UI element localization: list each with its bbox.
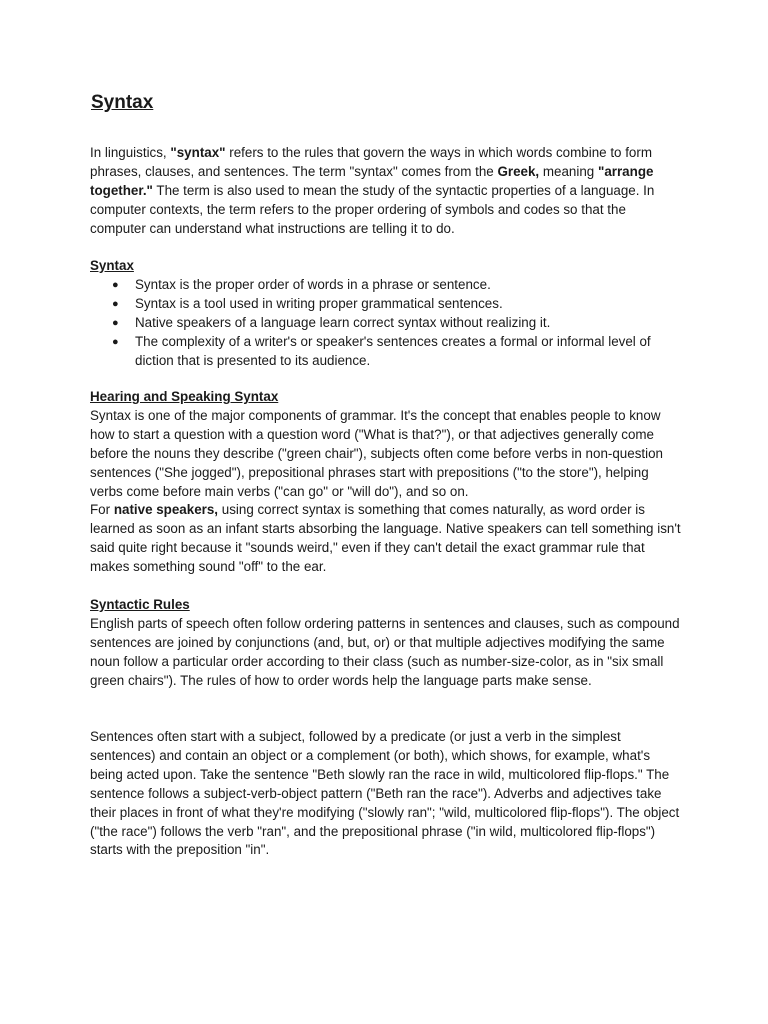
- list-item-text: The complexity of a writer's or speaker's sentences creates a formal or informal level of diction that is presented to its audience.: [135, 333, 651, 368]
- hearing-section: [90, 388, 682, 577]
- intro-paragraph: [90, 144, 682, 239]
- intro-text-1: In linguistics,: [90, 145, 171, 160]
- hearing-paragraph-2-prefix: For: [90, 502, 114, 518]
- syntax-section: [90, 257, 682, 370]
- bullet-icon: ●: [112, 297, 119, 310]
- list-item: [90, 333, 682, 371]
- list-item: [90, 295, 682, 314]
- page-title: Syntax: [91, 92, 154, 113]
- intro-bold-syntax: "syntax": [170, 145, 226, 160]
- list-item-text: Syntax is the proper order of words in a phrase or sentence.: [135, 276, 491, 292]
- rules-paragraph-2: Sentences often start with a subject, followed by a predicate (or just a verb in the simplest sentences) and contain an object or a complement (or both), which shows, for example, what's being acted upon. Take the sentence "Beth slowly ran the race in wild, multicolored flip-flops." The sentence follows a subject-verb-object pattern ("Beth ran the race"). Adverbs and adjectives take their places in front of what they're modifying ("slowly ran"; "wild, multicolored flip-flops"). The object ("the race") follows the verb "ran", and the prepositional phrase ("in wild, multicolored flip-flops") starts with the preposition "in".: [90, 729, 680, 858]
- syntax-bullet-list: [90, 276, 682, 371]
- intro-text-3: meaning: [539, 163, 598, 179]
- rules-section: [90, 596, 682, 691]
- section-heading-rules: Syntactic Rules: [90, 597, 190, 612]
- bullet-icon: ●: [112, 335, 119, 348]
- section-heading-syntax: Syntax: [90, 258, 134, 273]
- intro-text-4: The term is also used to mean the study of the syntactic properties of a language. In computer contexts, the term refers to the proper ordering of symbols and codes so that the computer can understand what instructions are telling it to do.: [90, 182, 655, 236]
- bullet-icon: ●: [112, 278, 119, 291]
- list-item-text: Native speakers of a language learn correct syntax without realizing it.: [135, 314, 551, 330]
- list-item-text: Syntax is a tool used in writing proper grammatical sentences.: [135, 295, 503, 311]
- hearing-bold-native: native speakers,: [113, 502, 219, 518]
- intro-bold-arrange: "arrange together.": [90, 163, 654, 198]
- hearing-paragraph-2-rest: using correct syntax is something that comes naturally, as word order is learned as soon as an infant starts absorbing the language. Native speakers can tell something isn't said quite right because it "sounds weird," even if they can't detail the exact grammar rule that makes something sound "off" to the ear.: [90, 502, 681, 575]
- section-heading-hearing: Hearing and Speaking Syntax: [90, 389, 279, 404]
- hearing-paragraph-1: Syntax is one of the major components of grammar. It's the concept that enables people to know how to start a question with a question word ("What is that?"), or that adjectives generally come before the nouns they describe ("green chair"), subjects often come before verbs in non-question sentences ("She jogged"), prepositional phrases start with prepositions ("to the store"), helping verbs come before main verbs ("can go" or "will do"), and so on.: [90, 407, 663, 499]
- list-item: [90, 314, 682, 333]
- bullet-icon: ●: [112, 316, 119, 329]
- list-item: [90, 276, 682, 295]
- intro-text-2: refers to the rules that govern the ways in which words combine to form phrases, clauses, and sentences. The term "syntax" comes from the: [90, 145, 652, 179]
- rules-paragraph-1: English parts of speech often follow ordering patterns in sentences and clauses, such as compound sentences are joined by conjunctions (and, but, or) or that multiple adjectives modifying the same noun follow a particular order according to their class (such as number-size-color, as in "six small green chairs"). The rules of how to order words help the language parts make sense.: [90, 615, 680, 688]
- intro-bold-greek: Greek,: [497, 163, 540, 179]
